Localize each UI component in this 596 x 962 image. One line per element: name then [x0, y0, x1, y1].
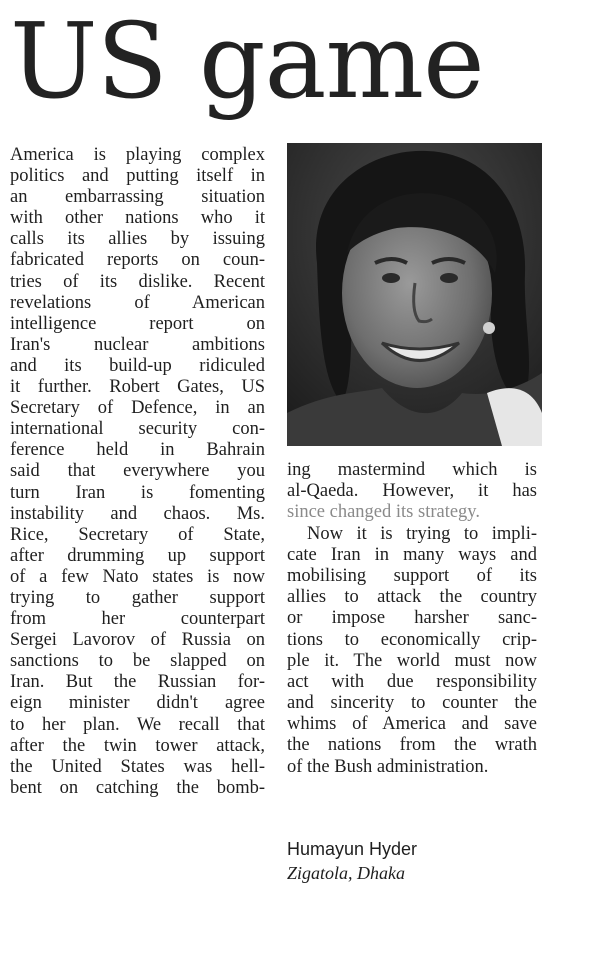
body-line: intelligence report on [10, 313, 265, 334]
body-line: America is playing complex [10, 145, 265, 165]
body-line: whims of America and save [287, 714, 537, 735]
body-line: the nations from the wrath [287, 735, 537, 756]
body-line: ple it. The world must now [287, 650, 537, 671]
body-line: turn Iran is fomenting [10, 482, 265, 503]
body-line: sanctions to be slapped on [10, 651, 265, 672]
body-line: international security con- [10, 419, 265, 440]
body-line: politics and putting itself in [10, 166, 265, 187]
body-line: fabricated reports on coun- [10, 250, 265, 271]
body-line: to her plan. We recall that [10, 714, 265, 735]
body-line: an embarrassing situation [10, 187, 265, 208]
body-line: al-Qaeda. However, it has [287, 481, 537, 502]
portrait-photo [287, 143, 542, 446]
article-body-left-column [10, 145, 265, 799]
author-location: Zigatola, Dhaka [287, 863, 406, 883]
body-line: the United States was hell- [10, 756, 265, 777]
body-line: Iran. But the Russian for- [10, 672, 265, 693]
body-line: revelations of American [10, 292, 265, 313]
body-line: Now it is trying to impli- [307, 523, 537, 544]
body-line: with other nations who it [10, 208, 265, 229]
body-line: of the Bush administration. [287, 756, 489, 777]
body-line: after drumming up support [10, 545, 265, 566]
article-body-right-column [287, 460, 537, 778]
headline: US game [10, 0, 484, 122]
body-line: said that everywhere you [10, 461, 265, 482]
body-line: and sincerity to counter the [287, 693, 537, 714]
body-line: tions to economically crip- [287, 629, 537, 650]
body-line: since changed its strategy. [287, 502, 480, 523]
body-line: mobilising support of its [287, 565, 537, 586]
body-line: and its build-up ridiculed [10, 355, 265, 376]
body-line: Secretary of Defence, in an [10, 398, 265, 419]
body-line: ference held in Bahrain [10, 440, 265, 461]
body-line: ing mastermind which is [287, 460, 537, 480]
author-name: Humayun Hyder [287, 839, 418, 859]
body-line: instability and chaos. Ms. [10, 503, 265, 524]
body-line: Sergei Lavorov of Russia on [10, 630, 265, 651]
body-line: of a few Nato states is now [10, 566, 265, 587]
body-line: act with due responsibility [287, 671, 537, 692]
body-line: trying to gather support [10, 587, 265, 608]
body-line: it further. Robert Gates, US [10, 377, 265, 398]
author-signature [287, 838, 537, 884]
body-line: eign minister didn't agree [10, 693, 265, 714]
body-line: or impose harsher sanc- [287, 608, 537, 629]
body-line: Iran's nuclear ambitions [10, 334, 265, 355]
body-line: calls its allies by issuing [10, 229, 265, 250]
body-line: cate Iran in many ways and [287, 544, 537, 565]
body-line: Rice, Secretary of State, [10, 524, 265, 545]
body-line: from her counterpart [10, 609, 265, 630]
body-line: after the twin tower attack, [10, 735, 265, 756]
body-line: allies to attack the country [287, 587, 537, 608]
body-line: bent on catching the bomb- [10, 777, 265, 798]
body-line: tries of its dislike. Recent [10, 271, 265, 292]
